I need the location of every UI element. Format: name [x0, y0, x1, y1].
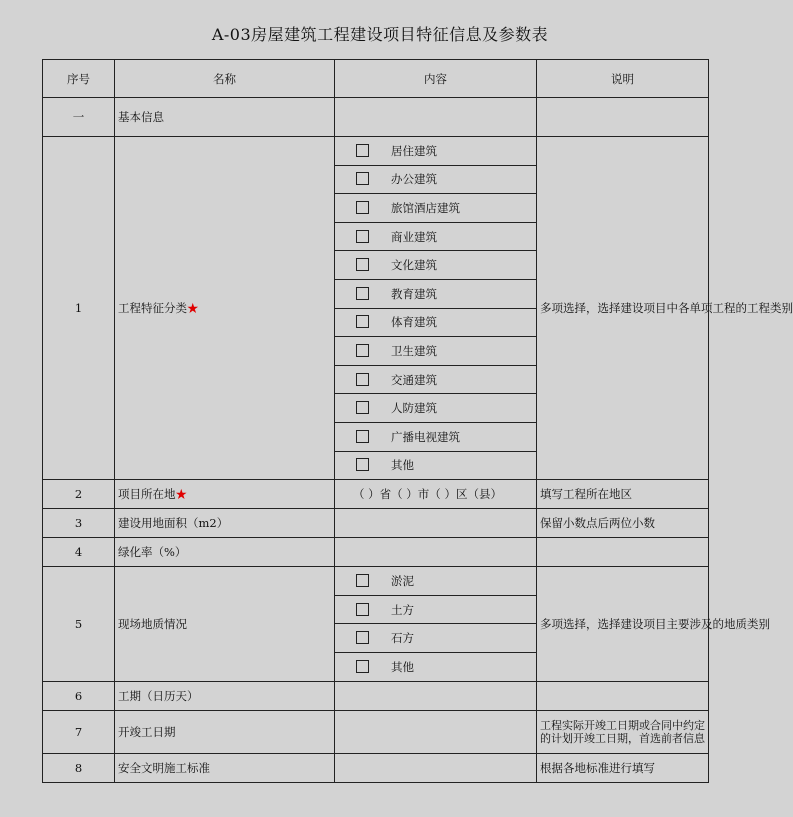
option-label: 旅馆酒店建筑: [391, 200, 460, 215]
row8-description: 根据各地标准进行填写: [537, 753, 709, 782]
row3-index: 3: [43, 509, 115, 538]
page-title: A-03房屋建筑工程建设项目特征信息及参数表: [211, 25, 549, 44]
option-broadcast[interactable]: [335, 422, 537, 451]
row5-description: 多项选择，选择建设项目主要涉及的地质类别: [537, 567, 709, 681]
row1-name-label: 工程特征分类: [118, 301, 187, 316]
option-health[interactable]: [335, 337, 537, 366]
required-star-icon: ★: [187, 301, 199, 316]
header-description: 说明: [537, 60, 709, 98]
option-label: 土方: [391, 602, 414, 617]
checkbox[interactable]: [356, 258, 369, 271]
option-geology-other[interactable]: [335, 652, 537, 681]
row8-name: 安全文明施工标准: [115, 753, 335, 782]
table-row-6: [43, 681, 709, 710]
checkbox[interactable]: [356, 287, 369, 300]
option-other[interactable]: [335, 451, 537, 480]
safety-standard-field[interactable]: [335, 753, 537, 782]
option-office[interactable]: [335, 165, 537, 194]
row3-name: 建设用地面积（m2）: [115, 509, 335, 538]
option-silt[interactable]: [335, 567, 537, 596]
section-description: [537, 98, 709, 137]
table-row-7: [43, 710, 709, 753]
header-name: 名称: [115, 60, 335, 98]
option-earth[interactable]: [335, 595, 537, 624]
duration-field[interactable]: [335, 681, 537, 710]
option-label: 交通建筑: [391, 372, 437, 387]
row4-description: [537, 538, 709, 567]
row8-index: 8: [43, 753, 115, 782]
row2-description: 填写工程所在地区: [537, 480, 709, 509]
start-end-date-field[interactable]: [335, 710, 537, 753]
table-row-4: [43, 538, 709, 567]
table-row-3: [43, 509, 709, 538]
row2-name-label: 项目所在地: [118, 487, 176, 502]
checkbox[interactable]: [356, 458, 369, 471]
row6-description: [537, 681, 709, 710]
option-label: 石方: [391, 631, 414, 646]
checkbox[interactable]: [356, 172, 369, 185]
option-commercial[interactable]: [335, 222, 537, 251]
checkbox[interactable]: [356, 631, 369, 644]
row1-description: 多项选择，选择建设项目中各单项工程的工程类别: [537, 137, 709, 480]
option-label: 居住建筑: [391, 143, 437, 158]
option-label: 文化建筑: [391, 258, 437, 273]
checkbox[interactable]: [356, 201, 369, 214]
option-education[interactable]: [335, 279, 537, 308]
row7-name: 开竣工日期: [115, 710, 335, 753]
header-content: 内容: [335, 60, 537, 98]
option-label: 广播电视建筑: [391, 429, 460, 444]
row7-index: 7: [43, 710, 115, 753]
section-row: [43, 98, 709, 137]
row1-index: 1: [43, 137, 115, 480]
row1-name: [115, 137, 335, 480]
row5-index: 5: [43, 567, 115, 681]
parameter-table: [42, 59, 793, 783]
option-residential[interactable]: [335, 137, 537, 166]
checkbox[interactable]: [356, 315, 369, 328]
row6-index: 6: [43, 681, 115, 710]
checkbox[interactable]: [356, 144, 369, 157]
location-field[interactable]: （ ）省（ ）市（ ）区（县）: [335, 480, 537, 509]
row7-description: 工程实际开竣工日期或合同中约定的计划开竣工日期，首选前者信息: [537, 710, 709, 753]
table-row-8: [43, 753, 709, 782]
checkbox[interactable]: [356, 230, 369, 243]
header-index: 序号: [43, 60, 115, 98]
checkbox[interactable]: [356, 373, 369, 386]
section-name: 基本信息: [115, 98, 335, 137]
option-label: 体育建筑: [391, 315, 437, 330]
checkbox[interactable]: [356, 660, 369, 673]
row4-index: 4: [43, 538, 115, 567]
option-sports[interactable]: [335, 308, 537, 337]
option-rock[interactable]: [335, 624, 537, 653]
checkbox[interactable]: [356, 401, 369, 414]
checkbox[interactable]: [356, 574, 369, 587]
row5-name: 现场地质情况: [115, 567, 335, 681]
checkbox[interactable]: [356, 430, 369, 443]
table-row-2: [43, 480, 709, 509]
row2-name: [115, 480, 335, 509]
option-hotel[interactable]: [335, 194, 537, 223]
option-civil-defense[interactable]: [335, 394, 537, 423]
option-label: 其他: [391, 458, 414, 473]
checkbox[interactable]: [356, 344, 369, 357]
table-row-1: [43, 137, 709, 166]
land-area-field[interactable]: [335, 509, 537, 538]
required-star-icon: ★: [175, 487, 187, 502]
row3-description: 保留小数点后两位小数: [537, 509, 709, 538]
row4-name: 绿化率（%）: [115, 538, 335, 567]
option-label: 商业建筑: [391, 229, 437, 244]
table-row-5: [43, 567, 709, 596]
option-label: 人防建筑: [391, 401, 437, 416]
row2-index: 2: [43, 480, 115, 509]
section-content: [335, 98, 537, 137]
table-header-row: [43, 60, 709, 98]
option-label: 办公建筑: [391, 172, 437, 187]
option-label: 其他: [391, 659, 414, 674]
option-label: 教育建筑: [391, 286, 437, 301]
checkbox[interactable]: [356, 603, 369, 616]
option-transport[interactable]: [335, 365, 537, 394]
option-label: 卫生建筑: [391, 343, 437, 358]
row6-name: 工期（日历天）: [115, 681, 335, 710]
option-label: 淤泥: [391, 573, 414, 588]
option-cultural[interactable]: [335, 251, 537, 280]
section-index: 一: [43, 98, 115, 137]
greening-rate-field[interactable]: [335, 538, 537, 567]
